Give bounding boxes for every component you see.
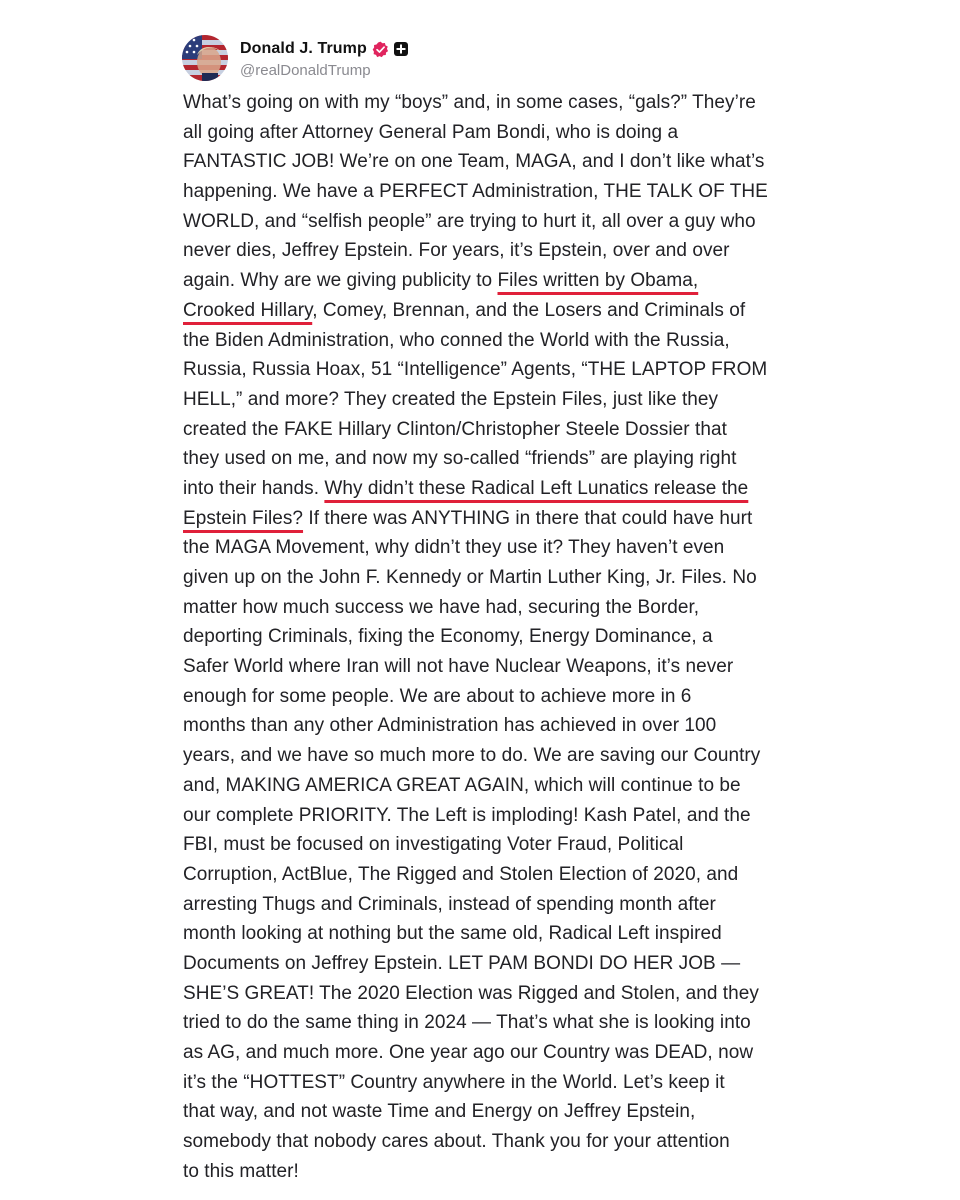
post-line: and, MAKING AMERICA GREAT AGAIN, which will continue to be	[183, 774, 741, 796]
flag-portrait-avatar-icon	[182, 35, 228, 81]
post-line: created the FAKE Hillary Clinton/Christopher Steele Dossier that	[183, 418, 727, 440]
post-line	[183, 266, 803, 296]
highlighted-phrase: Files written by Obama,	[497, 270, 699, 292]
post-text-segment: , Comey, Brennan, and the Losers and Criminals of	[312, 299, 746, 321]
post-line: Documents on Jeffrey Epstein. LET PAM BONDI DO HER JOB —	[183, 952, 741, 974]
author-identity	[240, 37, 408, 79]
post-line: somebody that nobody cares about. Thank you for your attention	[183, 1131, 730, 1153]
highlighted-phrase: Epstein Files?	[183, 507, 304, 529]
post-line: the MAGA Movement, why didn’t they use it? They haven’t even	[183, 537, 725, 559]
user-handle[interactable]: @realDonaldTrump	[240, 62, 371, 79]
post-line: Corruption, ActBlue, The Rigged and Stolen Election of 2020, and	[183, 863, 739, 885]
avatar[interactable]	[182, 35, 228, 81]
post-line: tried to do the same thing in 2024 — That’s what she is looking into	[183, 1012, 751, 1034]
post-line: matter how much success we have had, securing the Border,	[183, 596, 700, 618]
post-line	[183, 474, 803, 504]
post-line: HELL,” and more? They created the Epstein Files, just like they	[183, 388, 719, 410]
post-line: SHE’S GREAT! The 2020 Election was Rigged and Stolen, and they	[183, 982, 759, 1004]
post-line: all going after Attorney General Pam Bondi, who is doing a	[183, 121, 679, 143]
post-line: arresting Thugs and Criminals, instead of spending month after	[183, 893, 716, 915]
post-line: to this matter!	[183, 1160, 299, 1182]
highlighted-phrase: Crooked Hillary	[183, 299, 313, 321]
post-line: What’s going on with my “boys” and, in some cases, “gals?” They’re	[183, 92, 756, 113]
post-line: WORLD, and “selfish people” are trying to hurt it, all over a guy who	[183, 210, 756, 232]
post-line: FANTASTIC JOB! We’re on one Team, MAGA, and I don’t like what’s	[183, 151, 765, 173]
post-line: as AG, and much more. One year ago our Country was DEAD, now	[183, 1042, 754, 1063]
post-line: they used on me, and now my so-called “friends” are playing right	[183, 448, 737, 470]
verified-badge-icon	[372, 41, 389, 58]
post-line: happening. We have a PERFECT Administration, THE TALK OF THE	[183, 181, 768, 203]
post-line: the Biden Administration, who conned the World with the Russia,	[183, 329, 730, 351]
post-line: Safer World where Iran will not have Nuclear Weapons, it’s never	[183, 656, 734, 678]
post-line: FBI, must be focused on investigating Voter Fraud, Political	[183, 834, 684, 856]
post-line: months than any other Administration has achieved in over 100	[183, 715, 717, 737]
name-row	[240, 37, 408, 61]
post-line: given up on the John F. Kennedy or Martin Luther King, Jr. Files. No	[183, 567, 757, 588]
post-line: never dies, Jeffrey Epstein. For years, it’s Epstein, over and over	[183, 240, 730, 262]
post-line: enough for some people. We are about to achieve more in 6	[183, 685, 692, 707]
post-line: Russia, Russia Hoax, 51 “Intelligence” Agents, “THE LAPTOP FROM	[183, 359, 768, 381]
post-header	[182, 33, 408, 83]
post-text-segment: into their hands.	[183, 477, 325, 499]
post-line: that way, and not waste Time and Energy on Jeffrey Epstein,	[183, 1101, 696, 1123]
post-body	[183, 88, 803, 1186]
display-name[interactable]: Donald J. Trump	[240, 40, 367, 57]
post-text-segment: again. Why are we giving publicity to	[183, 270, 498, 292]
post-line: deporting Criminals, fixing the Economy, Energy Dominance, a	[183, 626, 713, 648]
post-line: years, and we have so much more to do. We are saving our Country	[183, 745, 761, 767]
post-text-segment: If there was ANYTHING in there that could have hurt	[303, 507, 753, 529]
post-line: it’s the “HOTTEST” Country anywhere in the World. Let’s keep it	[183, 1071, 725, 1093]
plus-square-icon[interactable]	[394, 42, 408, 56]
post-line	[183, 296, 803, 326]
post-line	[183, 504, 803, 534]
post-line: month looking at nothing but the same old, Radical Left inspired	[183, 923, 722, 945]
highlighted-phrase: Why didn’t these Radical Left Lunatics release the	[324, 477, 749, 499]
post-line: our complete PRIORITY. The Left is imploding! Kash Patel, and the	[183, 804, 751, 826]
